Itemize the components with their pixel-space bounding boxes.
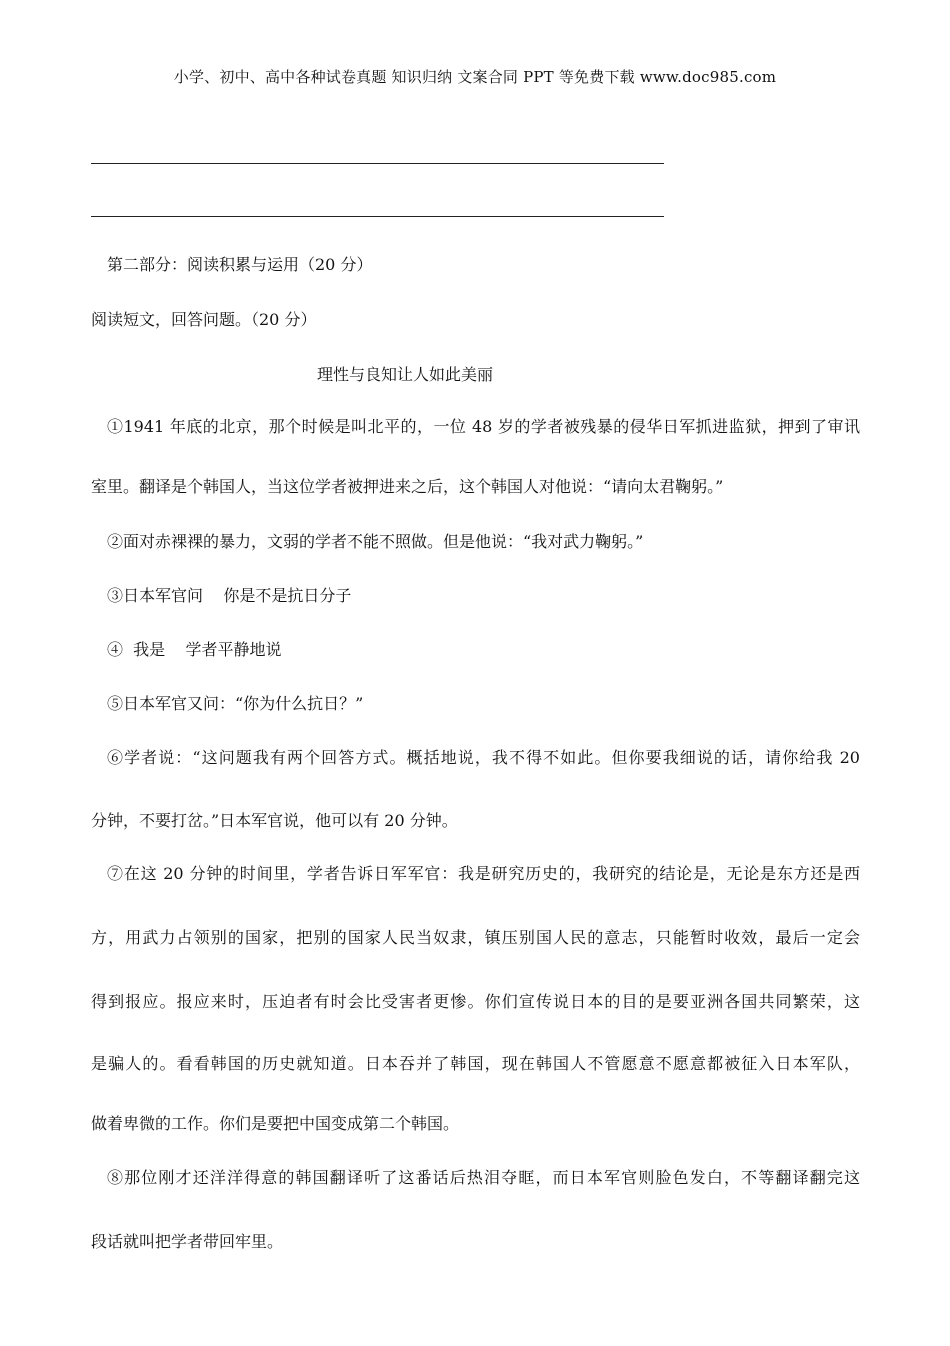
- page-header: 小学、初中、高中各种试卷真题 知识归纳 文案合同 PPT 等免费下载 www.doc985.com: [173, 68, 777, 86]
- paragraph-1-line-1: ①1941 年底的北京，那个时候是叫北平的，一位 48 岁的学者被残暴的侵华日军抓进监狱，押到了审讯: [107, 417, 860, 436]
- paragraph-4: ④ 我是 学者平静地说: [107, 640, 282, 659]
- article-title: 理性与良知让人如此美丽: [316, 365, 493, 384]
- answer-line-2: [91, 216, 664, 217]
- paragraph-5: ⑤日本军官又问：“你为什么抗日？”: [107, 694, 364, 713]
- paragraph-7-line-2: 方，用武力占领别的国家，把别的国家人民当奴隶，镇压别国人民的意志，只能暂时收效，最后一定会: [91, 928, 860, 947]
- paragraph-7-line-3: 得到报应。报应来时，压迫者有时会比受害者更惨。你们宣传说日本的目的是要亚洲各国共同繁荣，这: [91, 992, 860, 1011]
- paragraph-7-line-1: ⑦在这 20 分钟的时间里，学者告诉日军军官：我是研究历史的，我研究的结论是，无论是东方还是西: [107, 864, 860, 883]
- answer-line-1: [91, 163, 664, 164]
- section-title: 第二部分：阅读积累与运用（20 分）: [107, 255, 373, 274]
- paragraph-8-line-2: 段话就叫把学者带回牢里。: [91, 1232, 284, 1251]
- paragraph-6-line-1: ⑥学者说：“这问题我有两个回答方式。概括地说，我不得不如此。但你要我细说的话，请你给我 20: [107, 748, 860, 767]
- paragraph-2: ②面对赤裸裸的暴力，文弱的学者不能不照做。但是他说：“我对武力鞠躬。”: [107, 532, 644, 551]
- paragraph-7-line-4: 是骗人的。看看韩国的历史就知道。日本吞并了韩国，现在韩国人不管愿意不愿意都被征入日本军队，: [91, 1054, 860, 1073]
- paragraph-1-line-2: 室里。翻译是个韩国人，当这位学者被押进来之后，这个韩国人对他说：“请向太君鞠躬。”: [91, 477, 724, 496]
- paragraph-6-line-2: 分钟，不要打岔。”日本军官说，他可以有 20 分钟。: [91, 811, 458, 830]
- paragraph-7-line-5: 做着卑微的工作。你们是要把中国变成第二个韩国。: [91, 1114, 460, 1133]
- paragraph-3: ③日本军官问 你是不是抗日分子: [107, 586, 352, 605]
- instruction: 阅读短文，回答问题。（20 分）: [91, 310, 317, 329]
- paragraph-8-line-1: ⑧那位刚才还洋洋得意的韩国翻译听了这番话后热泪夺眶，而日本军官则脸色发白，不等翻译翻完这: [107, 1168, 860, 1187]
